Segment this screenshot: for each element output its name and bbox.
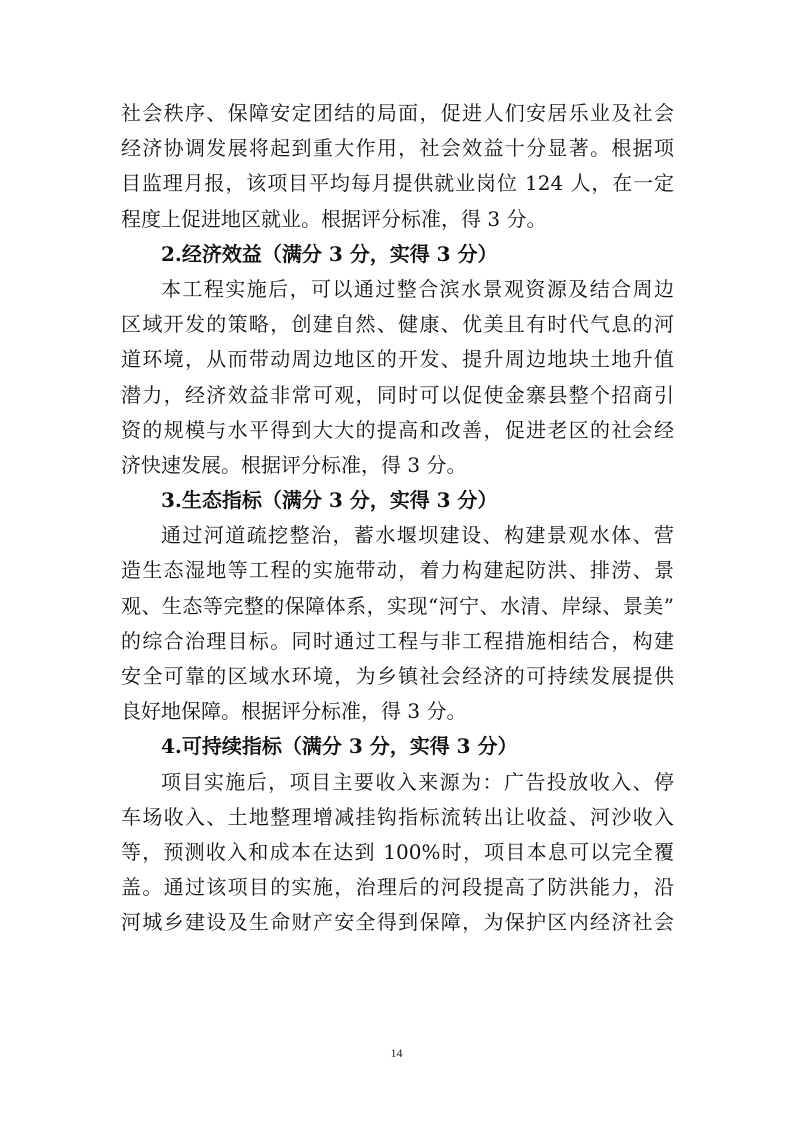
text-line: 区域开发的策略，创建自然、健康、优美且有时代气息的河 [121,312,674,337]
text-line: 程度上促进地区就业。根据评分标准，得 3 分。 [121,206,547,231]
section-economic-benefit [121,237,674,483]
page-number: 14 [390,1046,403,1060]
text-line: 通过河道疏挖整治，蓄水堰坝建设、构建景观水体、营 [161,523,674,548]
document-body [121,96,674,941]
text-line: 良好地保障。根据评分标准，得 3 分。 [121,699,467,724]
text-line: 目监理月报，该项目平均每月提供就业岗位 124 人，在一定 [121,171,674,196]
section-heading: 4.可持续指标（满分 3 分，实得 3 分） [161,734,518,759]
text-line: 资的规模与水平得到大大的提高和改善，促进老区的社会经 [121,417,674,442]
text-line: 本工程实施后，可以通过整合滨水景观资源及结合周边 [161,276,674,301]
text-line: 济快速发展。根据评分标准，得 3 分。 [121,452,467,477]
text-line: 安全可靠的区域水环境，为乡镇社会经济的可持续发展提供 [121,664,674,688]
paragraph-intro [121,96,674,237]
text-line: 造生态湿地等工程的实施带动，着力构建起防洪、排涝、景 [121,558,674,583]
section-sustainability-indicators [121,729,674,940]
text-line: 经济协调发展将起到重大作用，社会效益十分显著。根据项 [121,136,674,161]
text-line: 的综合治理目标。同时通过工程与非工程措施相结合，构建 [121,628,674,653]
text-line: 车场收入、土地整理增减挂钩指标流转出让收益、河沙收入 [121,804,674,829]
text-line: 项目实施后，项目主要收入来源为：广告投放收入、停 [161,769,674,794]
section-heading: 2.经济效益（满分 3 分，实得 3 分） [161,241,498,266]
text-line: 河城乡建设及生命财产安全得到保障，为保护区内经济社会 [121,910,674,935]
text-line: 等，预测收入和成本在达到 100%时，项目本息可以完全覆 [121,839,674,864]
text-line: 观、生态等完整的保障体系，实现“河宁、水清、岸绿、景美” [121,593,674,618]
text-line: 潜力，经济效益非常可观，同时可以促使金寨县整个招商引 [121,382,674,407]
text-line: 盖。通过该项目的实施，治理后的河段提高了防洪能力，沿 [121,875,674,900]
text-line: 道环境，从而带动周边地区的开发、提升周边地块土地升值 [121,347,674,372]
section-ecological-indicators [121,483,674,729]
text-line: 社会秩序、保障安定团结的局面，促进人们安居乐业及社会 [121,101,674,125]
section-heading: 3.生态指标（满分 3 分，实得 3 分） [161,488,498,513]
